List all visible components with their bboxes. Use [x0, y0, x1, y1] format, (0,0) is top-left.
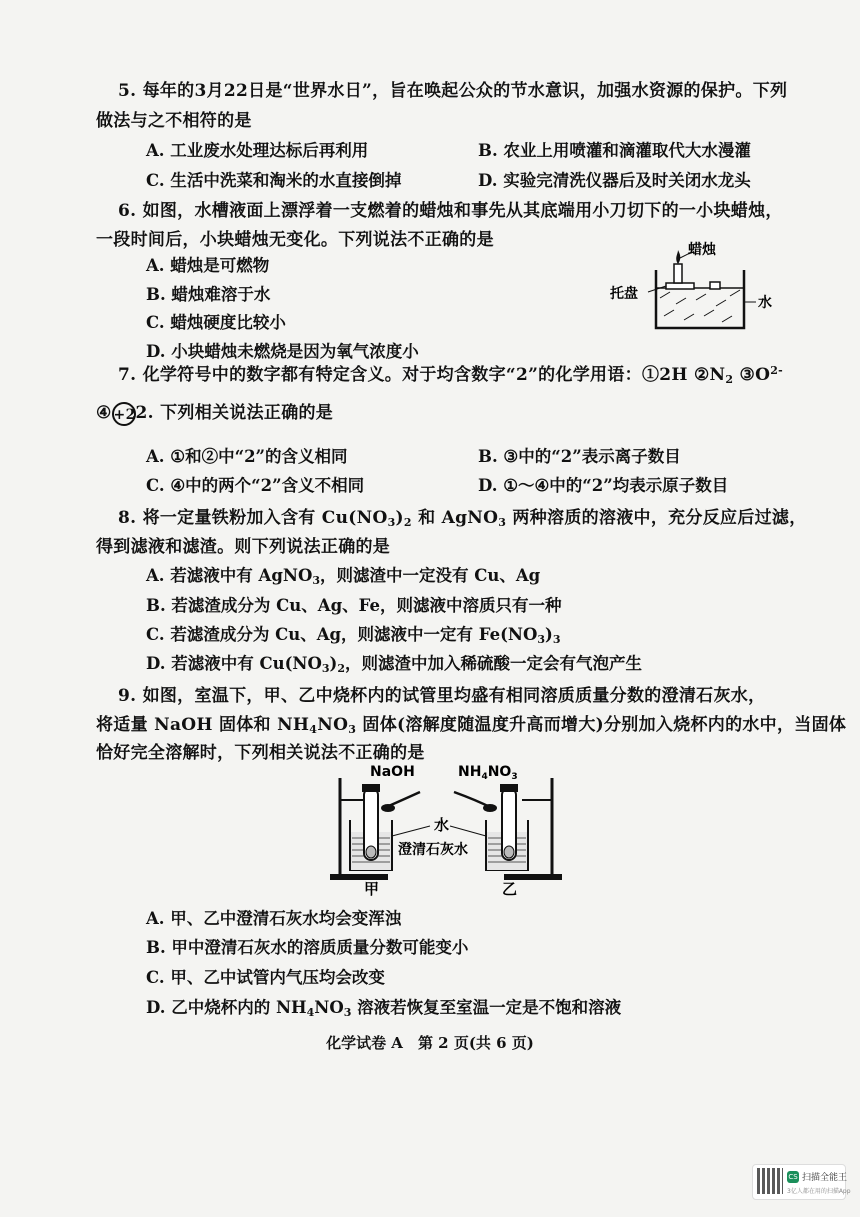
flame-shape [676, 250, 680, 264]
q8-option-b: B. 若滤渣成分为 Cu、Ag、Fe，则滤液中溶质只有一种 [146, 596, 562, 615]
q5-option-c: C. 生活中洗菜和淘米的水直接倒掉 [146, 171, 402, 190]
q7-stem-line1 [118, 360, 783, 386]
label-nh4no3: $NH_4NO_3$ [458, 764, 518, 782]
label-tray: 托盘 [610, 286, 638, 302]
label-water: 水 [434, 816, 450, 834]
q7-stem-rest: 2. 下列相关说法正确的是 [135, 403, 334, 423]
beaker-experiment-diagram [326, 758, 566, 898]
trough-outline [656, 270, 744, 328]
q7-item3: $③O^{2-}$ [739, 364, 784, 385]
q7-option-a: A. ①和②中“2”的含义相同 [146, 447, 348, 466]
q8-stem-line1: 8. 将一定量铁粉加入含有 $Cu(NO_3)_2$ 和 AgNO$_3$ 两种溶质的溶液中，充分反应后过滤， [118, 508, 807, 529]
q7-option-b: B. ③中的“2”表示离子数目 [478, 447, 681, 466]
q9-stem-line3: 恰好完全溶解时，下列相关说法不正确的是 [96, 743, 425, 763]
candle-shape [674, 264, 682, 283]
q6-option-b: B. 蜡烛难溶于水 [146, 285, 271, 304]
q7-item2: $②N_2$ [693, 365, 734, 386]
scanner-name: 扫描全能王 [802, 1173, 848, 1183]
q6-option-d: D. 小块蜡烛未燃烧是因为氧气浓度小 [146, 342, 419, 361]
q8-option-a: A. 若滤液中有 AgNO$_3$，则滤渣中一定没有 Cu、Ag [146, 566, 541, 587]
q6-option-c: C. 蜡烛硬度比较小 [146, 313, 286, 332]
tray-shape [666, 283, 694, 289]
q7-option-d: D. ①～④中的“2”均表示原子数目 [478, 476, 729, 495]
small-candle-piece [710, 282, 720, 289]
q5-option-d: D. 实验完清洗仪器后及时关闭水龙头 [478, 171, 751, 190]
water-hatching [660, 290, 740, 322]
q9-option-d: D. 乙中烧杯内的 $NH_4NO_3$ 溶液若恢复至室温一定是不饱和溶液 [146, 998, 622, 1019]
qr-code-icon [757, 1168, 783, 1194]
page-footer: 化学试卷 A 第 2 页(共 6 页) [326, 1034, 534, 1052]
q5-stem-line2: 做法与之不相符的是 [96, 111, 252, 131]
q5-option-b: B. 农业上用喷灌和滴灌取代大水漫灌 [478, 141, 751, 160]
q9-option-b: B. 甲中澄清石灰水的溶质质量分数可能变小 [146, 938, 469, 957]
q6-option-a: A. 蜡烛是可燃物 [146, 256, 270, 275]
q7-item4-number: ④ [96, 403, 112, 423]
q6-stem-line1: 6. 如图，水槽液面上漂浮着一支燃着的蜡烛和事先从其底端用小刀切下的一小块蜡烛， [118, 201, 783, 221]
q8-option-c: C. 若滤渣成分为 Cu、Ag，则滤液中一定有 $Fe(NO_3)_3$ [146, 625, 561, 646]
q8-option-d: D. 若滤液中有 $Cu(NO_3)_2$，则滤渣中加入稀硫酸一定会有气泡产生 [146, 654, 642, 675]
q7-item4-circled-charge: +2 [112, 402, 136, 426]
q5-stem-line1: 5. 每年的3月22日是“世界水日”，旨在唤起公众的节水意识，加强水资源的保护。下列 [118, 81, 788, 101]
q7-stem-line2 [96, 398, 333, 426]
label-candle: 蜡烛 [688, 242, 716, 258]
q9-option-c: C. 甲、乙中试管内气压均会改变 [146, 968, 385, 987]
q9-stem-line2: 将适量 NaOH 固体和 $NH_4NO_3$ 固体(溶解度随温度升高而增大)分别加入烧杯内的水中，当固体 [96, 715, 847, 736]
q7-option-c: C. ④中的两个“2”含义不相同 [146, 476, 365, 495]
q6-stem-line2: 一段时间后，小块蜡烛无变化。下列说法不正确的是 [96, 230, 494, 250]
q7-item1: ①2H [641, 365, 688, 385]
candle-trough-diagram [606, 240, 786, 340]
q9-stem-line1: 9. 如图，室温下，甲、乙中烧杯内的试管里均盛有相同溶质质量分数的澄清石灰水， [118, 686, 766, 706]
scanner-badge [752, 1164, 851, 1200]
label-limewater: 澄清石灰水 [398, 842, 468, 858]
label-jia: 甲 [364, 880, 380, 898]
label-yi: 乙 [502, 880, 518, 898]
q5-option-a: A. 工业废水处理达标后再利用 [146, 141, 369, 160]
label-naoh: NaOH [370, 764, 415, 780]
q7-stem-text: 7. 化学符号中的数字都有特定含义。对于均含数字“2”的化学用语： [118, 365, 642, 385]
camscanner-logo-icon: CS [788, 1173, 798, 1181]
q9-option-a: A. 甲、乙中澄清石灰水均会变浑浊 [146, 909, 402, 928]
label-water: 水 [758, 295, 772, 311]
scanner-subtext: 3亿人都在用的扫描App [787, 1188, 851, 1195]
q8-stem-line2: 得到滤液和滤渣。则下列说法正确的是 [96, 537, 391, 557]
